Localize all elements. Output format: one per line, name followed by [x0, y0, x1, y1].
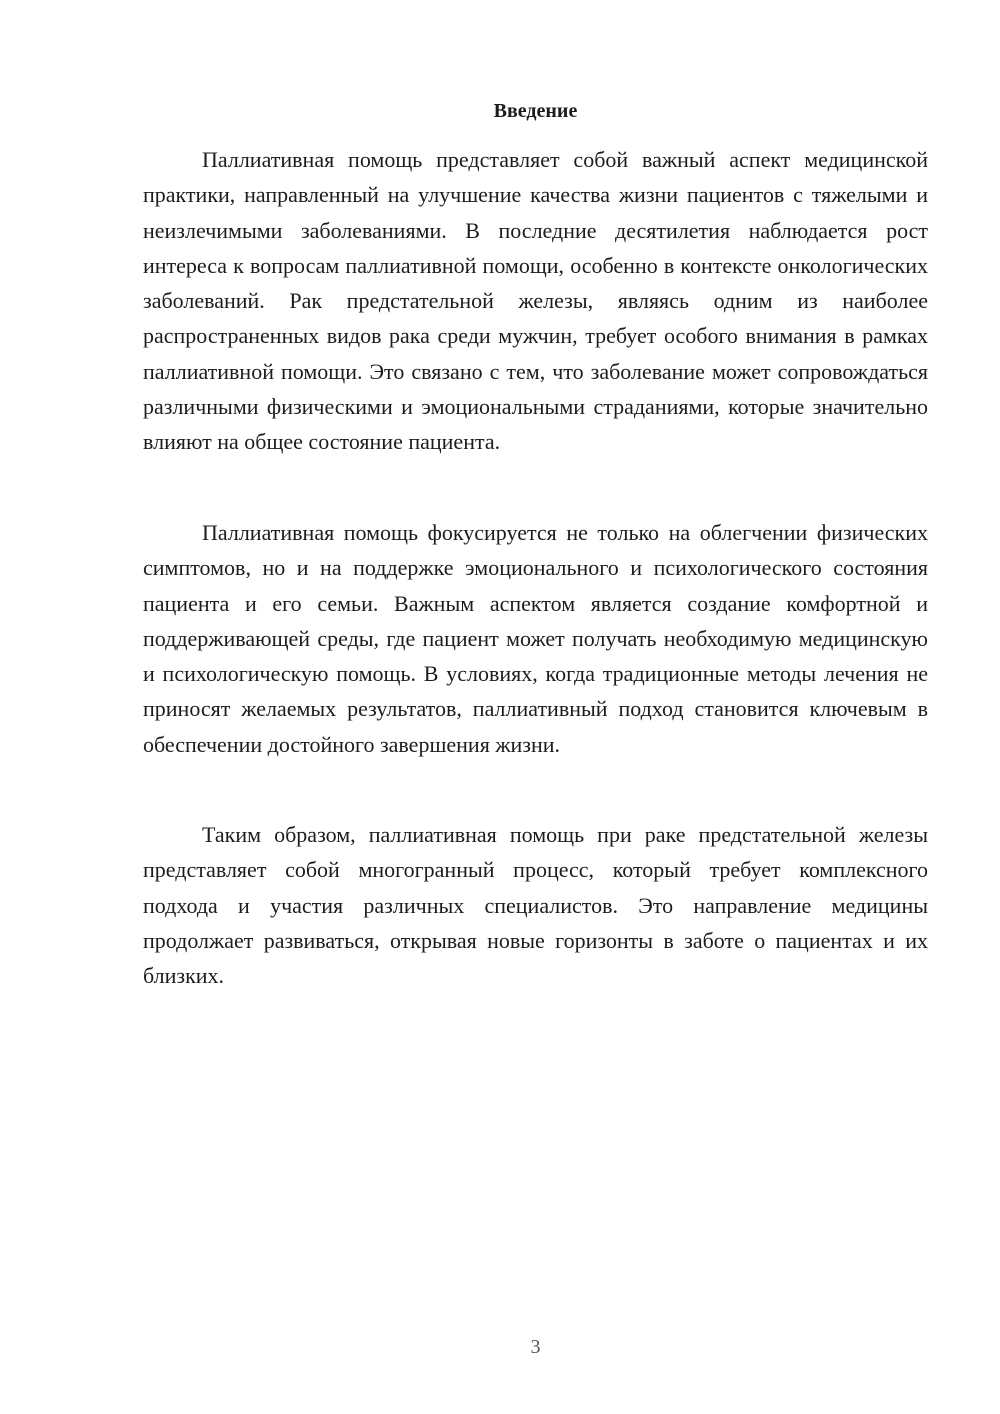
page-number: 3: [530, 1336, 541, 1358]
paragraph-3: Таким образом, паллиативная помощь при раке предстательной железы представляет собой многогранный процесс, который требует комплексного подхода и участия различных специалистов. Это направление медицины продолжает развиваться, открывая новые горизонты в заботе о пациентах и их близких.: [143, 822, 928, 989]
paragraph-1: Паллиативная помощь представляет собой важный аспект медицинской практики, направленный на улучшение качества жизни пациентов с тяжелыми и неизлечимыми заболеваниями. В последние десятилетия наблюдается рост интереса к вопросам паллиативной помощи, особенно в контексте онкологических заболеваний. Рак предстательной железы, являясь одним из наиболее распространенных видов рака среди мужчин, требует особого внимания в рамках паллиативной помощи. Это связано с тем, что заболевание может сопровождаться различными физическими и эмоциональными страданиями, которые значительно влияют на общее состояние пациента.: [143, 147, 928, 455]
paragraph-2: Паллиативная помощь фокусируется не только на облегчении физических симптомов, но и на поддержке эмоционального и психологического состояния пациента и его семьи. Важным аспектом является создание комфортной и поддерживающей среды, где пациент может получать необходимую медицинскую и психологическую помощь. В условиях, когда традиционные методы лечения не приносят желаемых результатов, паллиативный подход становится ключевым в обеспечении достойного завершения жизни.: [143, 520, 928, 757]
section-heading: Введение: [493, 100, 578, 122]
